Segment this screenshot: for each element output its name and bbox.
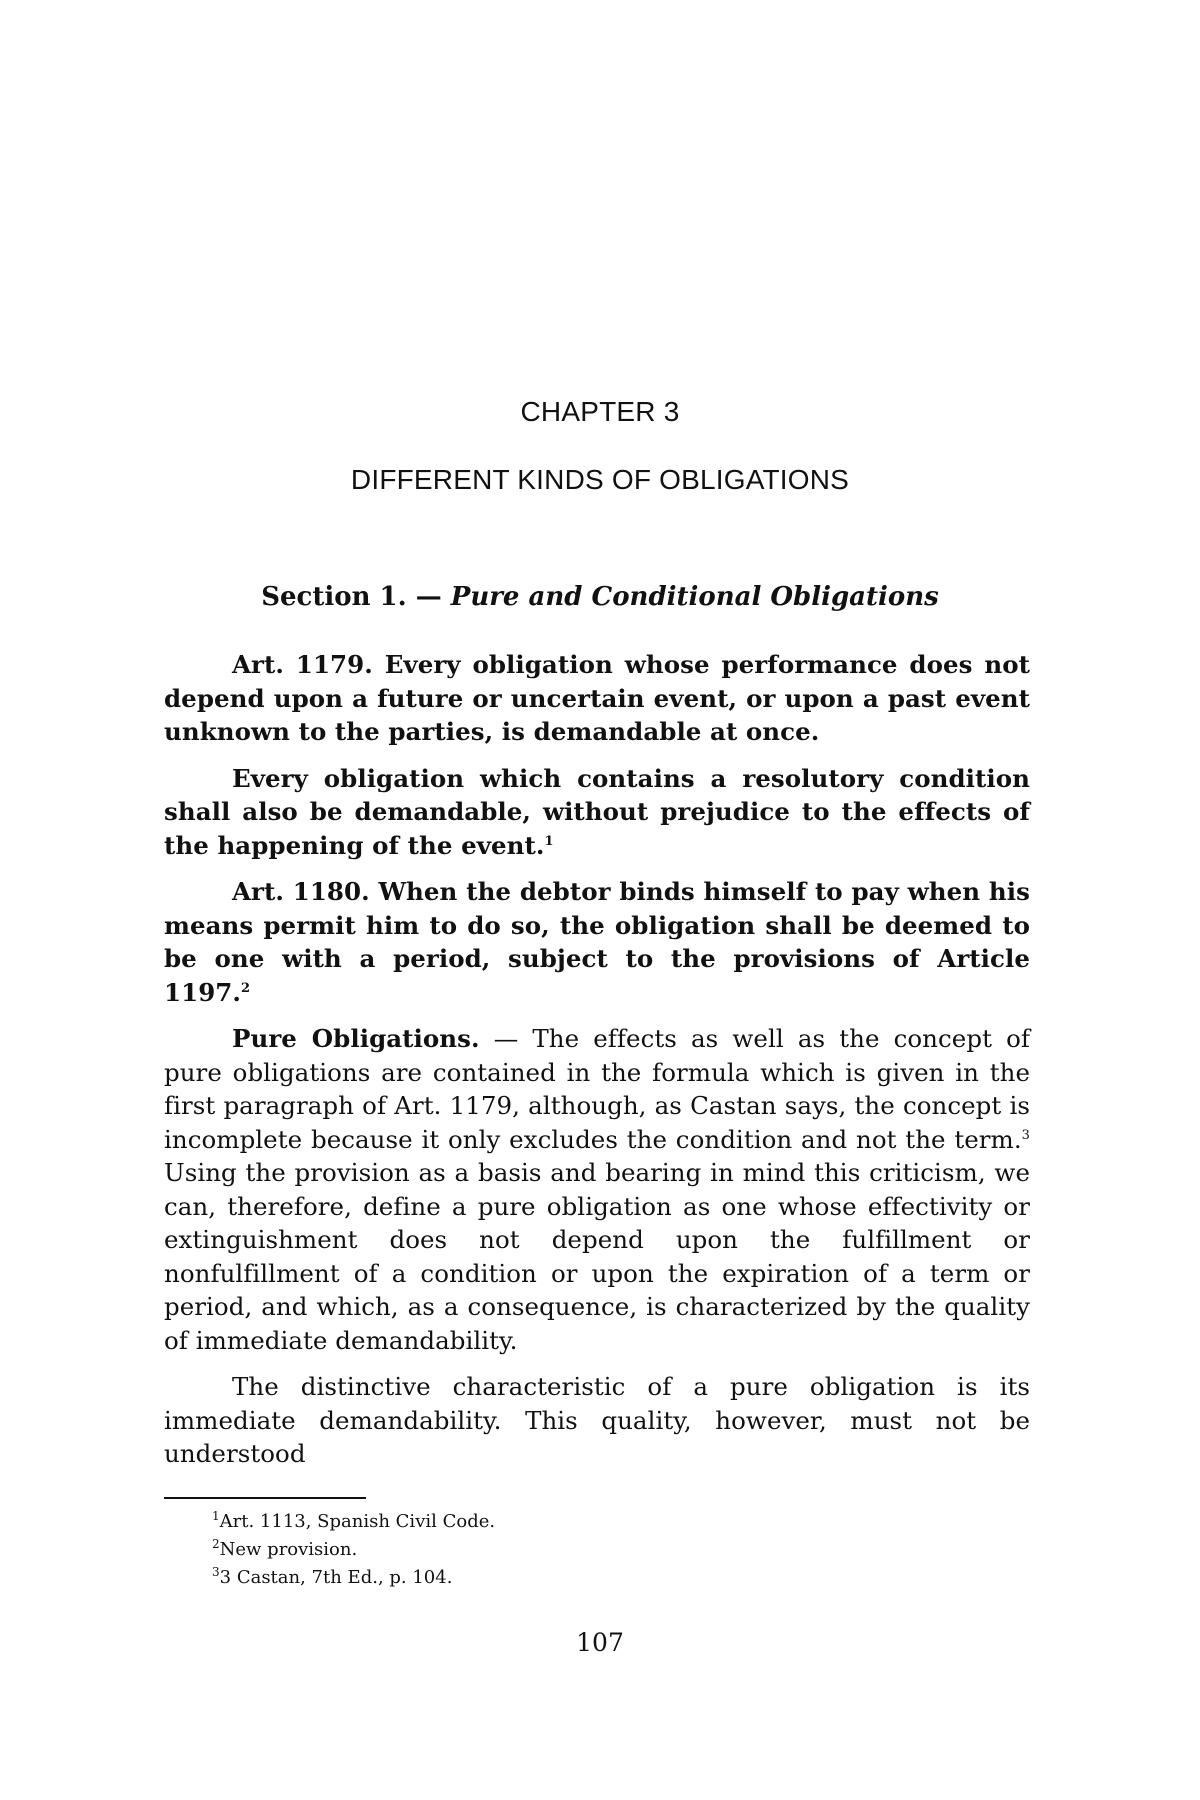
article-1179-paragraph-1: Art. 1179. Every obligation whose performance does not depend upon a future or uncertain event, or upon a past event unknown to the parties, is demandable at once.	[164, 650, 1030, 746]
article-1180-text: Art. 1180. When the debtor binds himself to pay when his means permit him to do so, the obligation shall be deemed to be one with a period, subject to the provisions of Article 1197.	[164, 877, 1030, 1007]
section-heading	[0, 582, 1200, 612]
chapter-number: CHAPTER 3	[520, 396, 680, 427]
body-text	[164, 648, 1030, 1484]
footnote-mark: 3	[212, 1565, 220, 1579]
section-prefix: Section 1. —	[261, 582, 442, 612]
pure-obligations-text-b: Using the provision as a basis and bearing in mind this criticism, we can, therefore, define a pure obligation as one whose effectivity or extinguishment does not depend upon the fulfillment or nonfulfillment of a condition or upon the expiration of a term or period, and which, as a consequence, is characterized by the quality of immediate demandability.	[164, 1158, 1030, 1355]
footnote-reference: 3	[1021, 1127, 1030, 1143]
footnotes	[212, 1508, 912, 1592]
footnote	[212, 1508, 912, 1536]
article-1180-paragraph	[164, 875, 1030, 1009]
article-1179-paragraph-2	[164, 762, 1030, 863]
distinctive-characteristic-paragraph: The distinctive characteristic of a pure obligation is its immediate demandability. This quality, however, must not be understood	[164, 1372, 1030, 1468]
footnote-text: Art. 1113, Spanish Civil Code.	[219, 1511, 496, 1532]
footnote-reference: 1	[544, 833, 554, 849]
section-title: Pure and Conditional Obligations	[450, 582, 939, 612]
page-number: 107	[576, 1628, 624, 1657]
footnote	[212, 1564, 912, 1592]
footnote-mark: 1	[212, 1509, 220, 1523]
footnote-text: 3 Castan, 7th Ed., p. 104.	[219, 1567, 453, 1588]
footnote-divider	[164, 1497, 366, 1499]
footnote-reference: 2	[240, 980, 251, 996]
pure-obligations-paragraph	[164, 1022, 1030, 1357]
footnote	[212, 1536, 912, 1564]
pure-obligations-lead: Pure Obligations.	[232, 1024, 480, 1053]
footnote-mark: 2	[212, 1537, 220, 1551]
chapter-title: DIFFERENT KINDS OF OBLIGATIONS	[350, 464, 850, 495]
article-1179-paragraph-2-text: Every obligation which contains a resolutory condition shall also be demandable, without prejudice to the effects of the happening of the event.	[164, 763, 1030, 860]
pure-obligations-text-a: — The effects as well as the concept of pure obligations are contained in the formula which is given in the first paragraph of Art. 1179, although, as Castan says, the concept is incomplete because it only excludes the condition and not the term.	[164, 1024, 1030, 1154]
footnote-text: New provision.	[219, 1539, 358, 1560]
